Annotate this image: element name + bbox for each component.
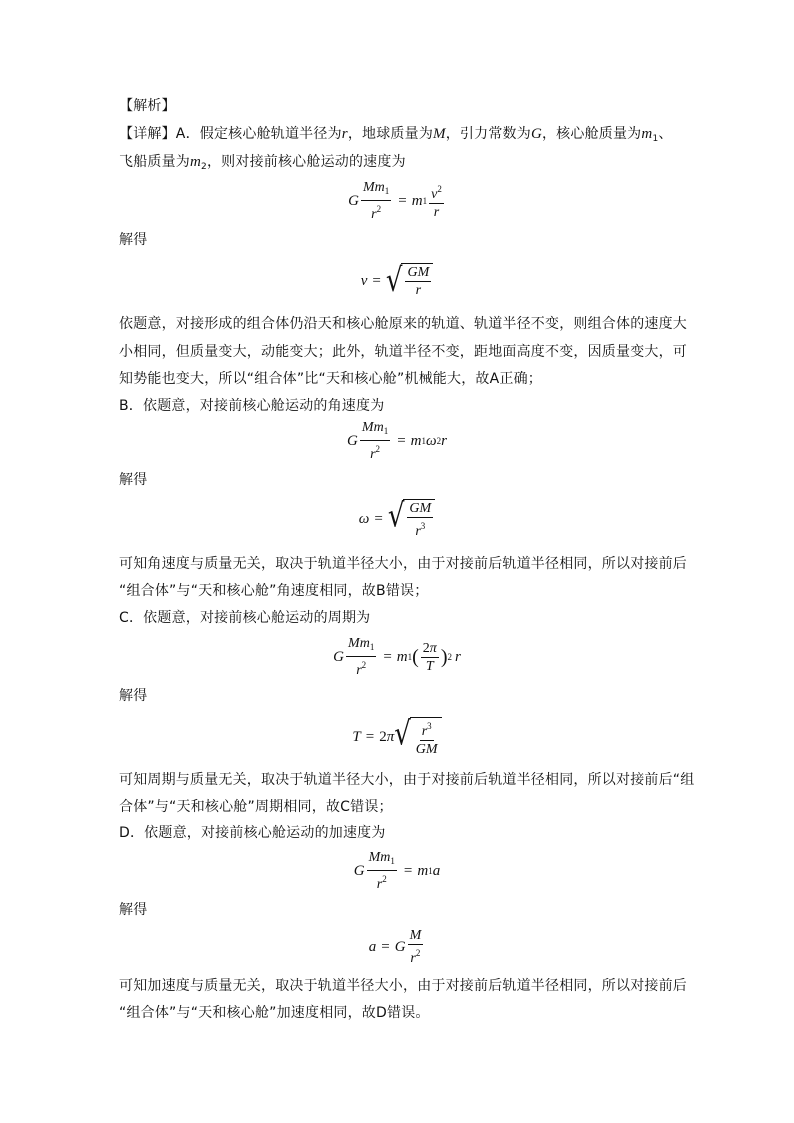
para-a-line-1: 【详解】A．假定核心舱轨道半径为r，地球质量为M，引力常数为G，核心舱质量为$m_1$、 <box>119 126 673 144</box>
fraction: $\frac{M}{r^2}$ <box>409 928 422 966</box>
fraction: $\frac{v^2}{r}$ <box>429 181 444 221</box>
analysis-heading: 【解析】 <box>119 98 176 114</box>
para-a-line-2: 飞船质量为$m_2$，则对接前核心舱运动的速度为 <box>119 154 406 172</box>
para-b-text-1: 可知角速度与质量无关，取决于轨道半径大小，由于对接前后轨道半径相同，所以对接前后 <box>119 556 687 572</box>
equation-velocity-result: v = √ $\frac{GM}{r}$ <box>0 258 794 304</box>
para-d-text-2: “组合体”与“天和核心舱”加速度相同，故D错误。 <box>119 1005 430 1021</box>
para-c-text-2: 合体”与“天和核心舱”周期相同，故C错误； <box>119 799 393 815</box>
part-d-intro: D．依题意，对接前核心舱运动的加速度为 <box>119 825 386 841</box>
fraction: $\frac{Mm_1}{r^2}$ <box>363 180 390 222</box>
solve-label: 解得 <box>119 902 148 918</box>
para-a-text-1: 依题意，对接形成的组合体仍沿天和核心舱原来的轨道、轨道半径不变，则组合体的速度大 <box>119 316 687 332</box>
para-c-text-1: 可知周期与质量无关，取决于轨道半径大小，由于对接前后轨道半径相同，所以对接前后“组 <box>119 772 695 788</box>
sqrt: √ $\frac{GM}{r^3}$ <box>388 499 435 540</box>
equation-period: G $\frac{Mm_1}{r^2}$ = m 1 ( $\frac{2\pi}{T}$ ) 2 r <box>333 636 461 678</box>
sqrt: √ $\frac{GM}{r}$ <box>386 263 433 299</box>
part-b-intro: B．依题意，对接前核心舱运动的角速度为 <box>119 398 385 414</box>
equation-acceleration-result: a = G $\frac{M}{r^2}$ <box>368 928 422 966</box>
equation-angular-result: ω = √ $\frac{GM}{r^3}$ <box>0 496 794 542</box>
equation-period-result: T = 2 π √ $\frac{r^3}{GM}$ <box>0 712 794 762</box>
para-a-text-3: 知势能也变大，所以“组合体”比“天和核心舱”机械能大，故A正确； <box>119 371 542 387</box>
para-b-text-2: “组合体”与“天和核心舱”角速度相同，故B错误； <box>119 583 429 599</box>
equation-gravity-velocity: G $\frac{Mm_1}{r^2}$ = m 1 $\frac{v^2}{r}$ <box>348 180 442 222</box>
solve-label: 解得 <box>119 232 148 248</box>
sqrt: √ $\frac{r^3}{GM}$ <box>394 717 441 758</box>
fraction: $\frac{Mm_1}{r^2}$ <box>368 850 395 892</box>
equation-angular: G $\frac{Mm_1}{r^2}$ = m 1 ω 2 r <box>347 420 447 462</box>
fraction: $\frac{Mm_1}{r^2}$ <box>361 420 389 462</box>
fraction: $\frac{2\pi}{T}$ <box>422 640 437 674</box>
equation-acceleration: G $\frac{Mm_1}{r^2}$ = m 1 a <box>353 850 441 892</box>
fraction: $\frac{Mm_1}{r^2}$ <box>348 636 375 678</box>
para-d-text-1: 可知加速度与质量无关，取决于轨道半径大小，由于对接前后轨道半径相同，所以对接前后 <box>119 978 687 994</box>
para-a-text-2: 小相同，但质量变大，动能变大；此外，轨道半径不变，距地面高度不变，因质量变大，可 <box>119 344 687 360</box>
solve-label: 解得 <box>119 472 148 488</box>
solve-label: 解得 <box>119 688 148 704</box>
part-c-intro: C．依题意，对接前核心舱运动的周期为 <box>119 610 371 626</box>
